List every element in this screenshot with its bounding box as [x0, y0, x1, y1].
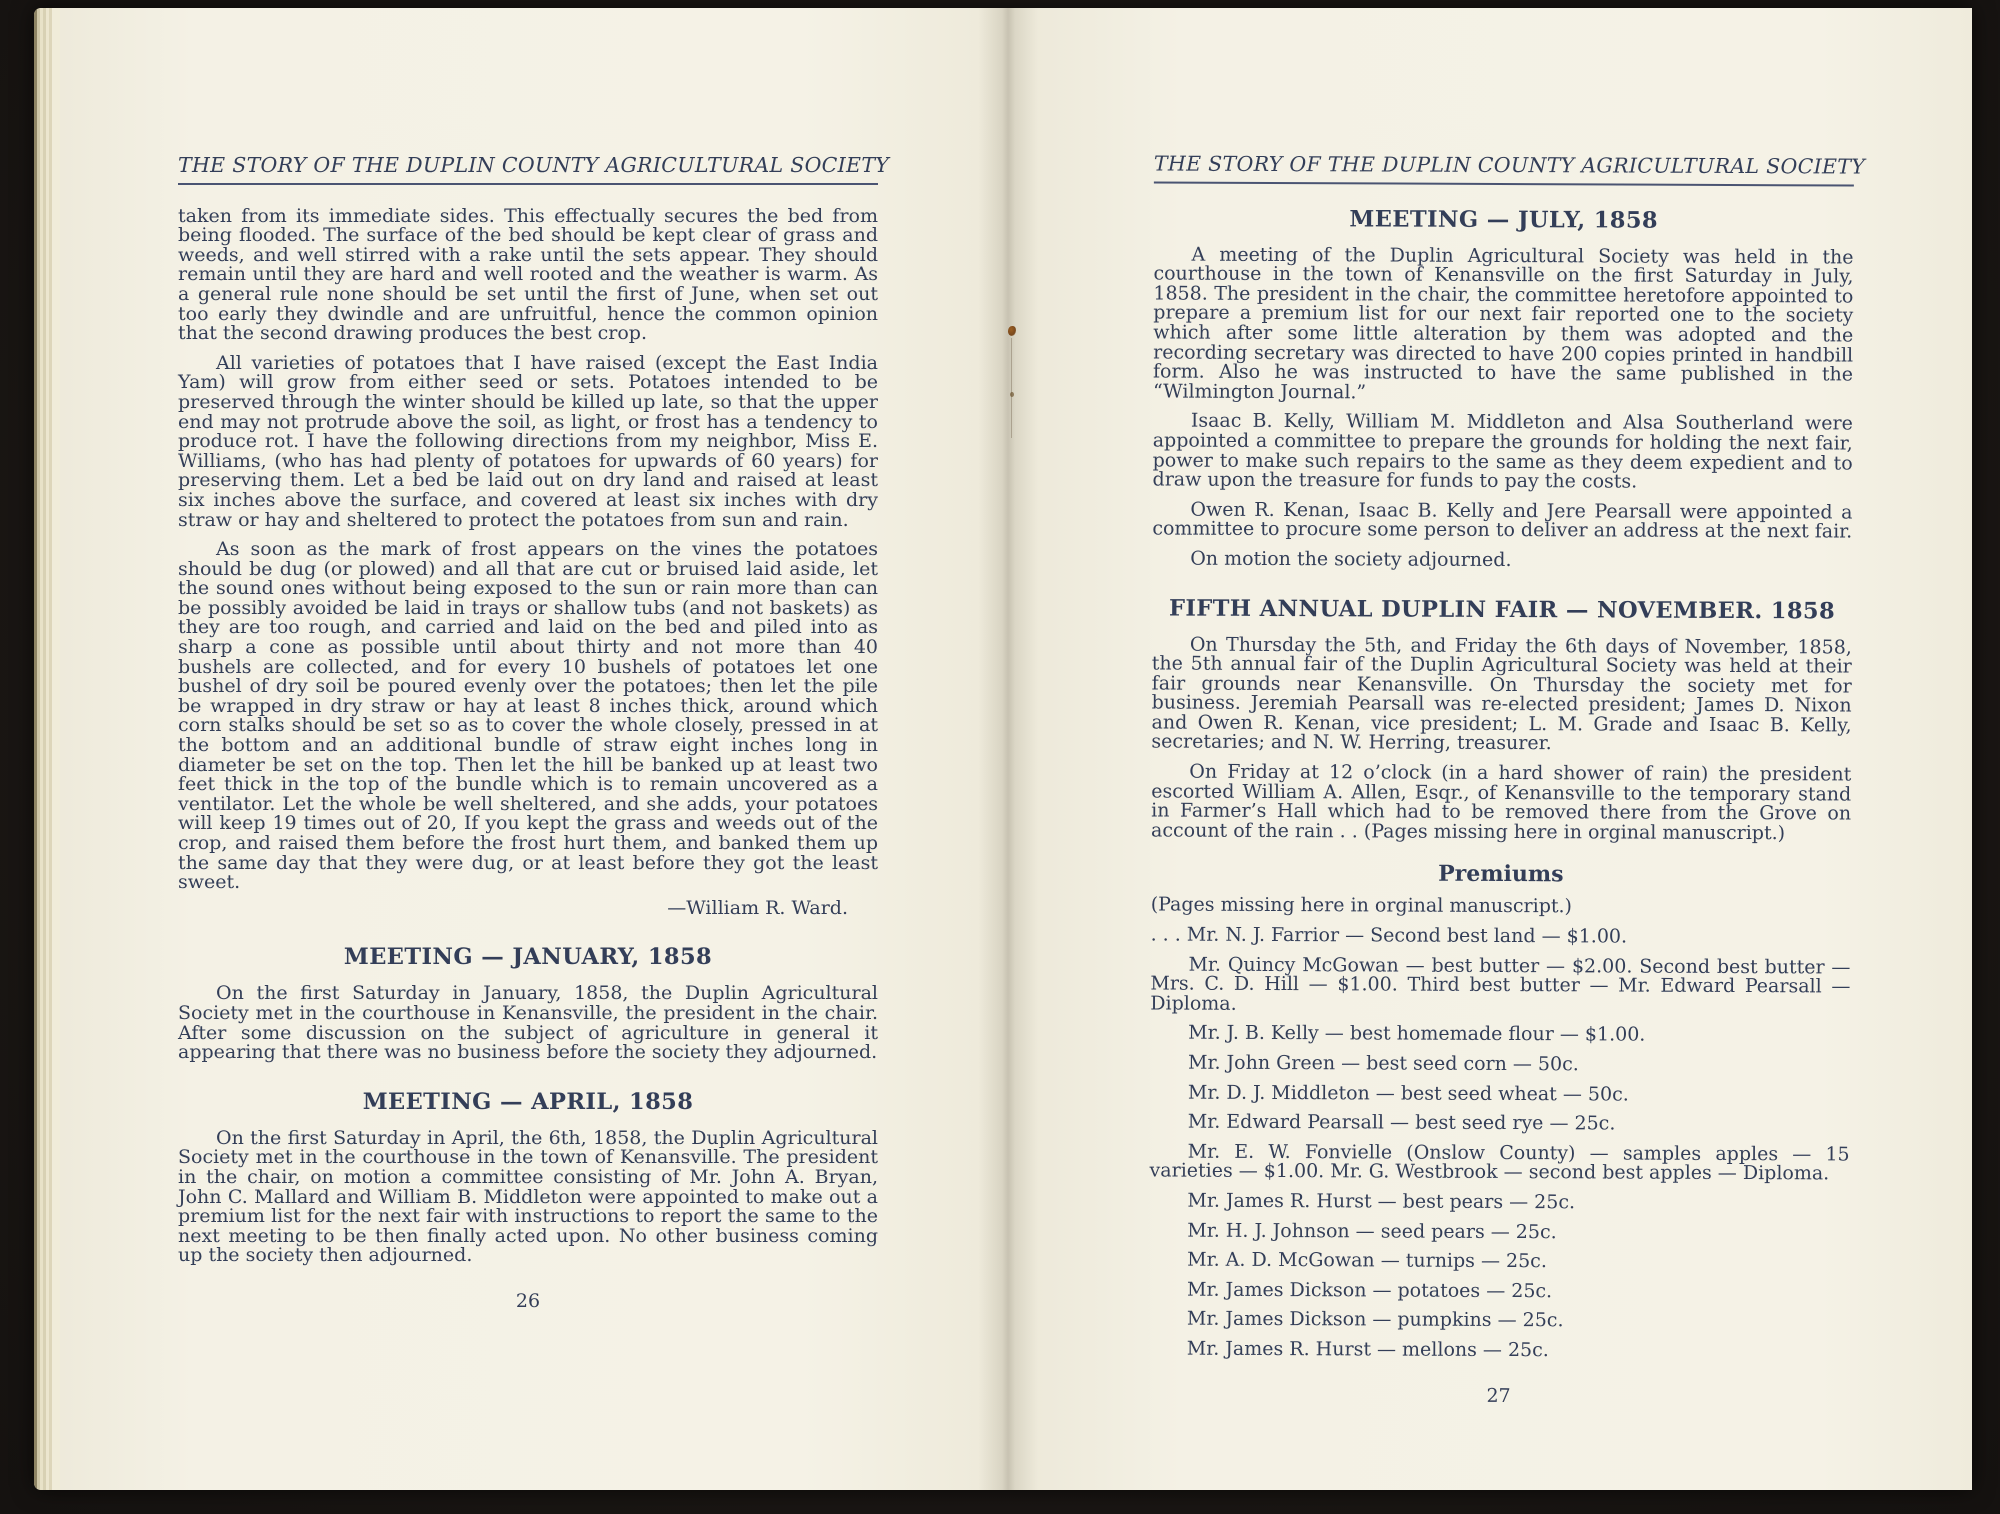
page-right-content [1149, 151, 1866, 1407]
paragraph: Mr. D. J. Middleton — best seed wheat — 50c. [1187, 1081, 1629, 1106]
gutter-stain-speck-small [1010, 392, 1014, 397]
section-subheading: Premiums [1438, 861, 1564, 888]
paragraph: . . . Mr. N. J. Farrior — Second best land — $1.00. [1150, 923, 1628, 948]
paragraph: Mr. Edward Pearsall — best seed rye — 25c. [1187, 1110, 1616, 1135]
paragraph: All varieties of potatoes that I have raised (except the East India Yam) will grow from either seed or sets. Potatoes intended to be preserved through the winter should be killed up late, so that the upper end may not protrude above the soil, as light, or frost has a tendency to produce rot. I have the following directions from my neighbor, Miss E. Williams, (who has had plenty of potatoes for upwards of 60 years) for preserving them. Let a bed be laid out on dry land and raised at least six inches above the surface, and covered at least six inches with dry straw or hay and sheltered to protect the potatoes from sun and rain. [178, 351, 878, 531]
gutter-crease [1011, 338, 1012, 438]
paragraph: Mr. A. D. McGowan — turnips — 25c. [1187, 1248, 1547, 1273]
paragraph: Owen R. Kenan, Isaac B. Kelly and Jere Pearsall were appointed a committee to procure some person to deliver an address at the next fair. [1152, 498, 1853, 543]
signature-line: —William R. Ward. [667, 896, 848, 919]
section-heading: MEETING — JULY, 1858 [1349, 205, 1659, 234]
running-head: THE STORY OF THE DUPLIN COUNTY AGRICULTURAL SOCIETY [178, 156, 878, 185]
page-right-text [1149, 205, 1854, 1362]
paragraph: As soon as the mark of frost appears on the vines the potatoes should be dug (or plowed) and all that are cut or bruised laid aside, let the sound ones without being exposed to the sun or rain more than can be possibly avoided be laid in trays or shallow tubs (and not baskets) as they are too rough, and carried and laid on the bed and piled into as sharp a cone as possible until about thirty and not more than 40 bushels are collected, and for every 10 bushels of potatoes let one bushel of dry soil be poured evenly over the potatoes; then let the pile be wrapped in dry straw or hay at least 8 inches thick, around which corn stalks should be set so as to cover the whole closely, pressed in at the bottom and an additional bundle of straw eight inches long in diameter be set on the top. Then let the hill be banked up at least two feet thick in the top of the bundle which is to remain uncovered as a ventilator. Let the whole be well sheltered, and she adds, your potatoes will keep 19 times out of 20, If you kept the grass and weeds out of the crop, and raised them before the frost hurt them, and banked them up the same day that they were dug, or at least before they got the least sweet. [178, 538, 878, 894]
page-left-content [178, 153, 890, 1312]
paragraph: On Thursday the 5th, and Friday the 6th days of November, 1858, the 5th annual fair of the Duplin Agricultural Society was held at their fair grounds near Kenansville. On Thursday the society met for business. Jeremiah Pearsall was re-elected president; James D. Nixon and Owen R. Kenan, vice president; L. M. Grade and Isaac B. Kelly, secretaries; and N. W. Herring, treasurer. [1151, 633, 1852, 755]
section-heading: MEETING — APRIL, 1858 [362, 1088, 694, 1115]
paragraph: Mr. John Green — best seed corn — 50c. [1187, 1051, 1579, 1076]
page-stack-edge [34, 8, 60, 1490]
running-head: THE STORY OF THE DUPLIN COUNTY AGRICULTURAL SOCIETY [1154, 154, 1854, 186]
page-number: 26 [515, 1289, 541, 1312]
paragraph: On the first Saturday in January, 1858, the Duplin Agricultural Society met in the courthouse in Kenansville, the president in the chair. After some discussion on the subject of agriculture in general it appearing that there was no business before the society they adjourned. [178, 982, 878, 1064]
paragraph: On Friday at 12 o’clock (in a hard shower of rain) the president escorted William A. Allen, Esqr., of Kenansville to the temporary stand in Farmer’s Hall which had to be removed there from the Grove on account of the rain . . (Pages missing here in orginal manuscript.) [1151, 760, 1852, 845]
paragraph: A meeting of the Duplin Agricultural Society was held in the courthouse in the town of Kenansville on the first Saturday in July, 1858. The president in the chair, the committee heretofore appointed to prepare a premium list for our next fair reported one to the society which after some little alteration by them was adopted and the recording secretary was directed to have 200 copies printed in handbill form. Also he was instructed to have the same published in the “Wilmington Journal.” [1152, 243, 1854, 404]
paragraph: On the first Saturday in April, the 6th, 1858, the Duplin Agricultural Society met in the courthouse in the town of Kenansville. The president in the chair, on motion a committee consisting of Mr. John A. Bryan, John C. Mallard and William B. Middleton were appointed to make out a premium list for the next fair with instructions to report the same to the next meeting to be then finally acted upon. No other business coming up the society then adjourned. [178, 1126, 878, 1267]
page-right [1008, 8, 1972, 1490]
page-left [60, 8, 1008, 1490]
page-number: 27 [1486, 1384, 1511, 1407]
paragraph: Mr. James Dickson — potatoes — 25c. [1187, 1278, 1553, 1302]
section-heading: FIFTH ANNUAL DUPLIN FAIR — NOVEMBER. 1858 [1168, 595, 1836, 624]
paragraph: taken from its immediate sides. This effectually secures the bed from being flooded. The surface of the bed should be kept clear of grass and weeds, and well stirred with a rake until the sets appear. They should remain until they are hard and well rooted and the weather is warm. As a general rule none should be set until the first of June, when set out too early they dwindle and are unfruitful, hence the common opinion that the second drawing produces the best crop. [178, 204, 878, 345]
paragraph: Mr. Quincy McGowan — best butter — $2.00. Second best butter — Mrs. C. D. Hill — $1.00. Third best butter — Mr. Edward Pearsall — Diploma. [1150, 953, 1851, 1015]
open-book [34, 8, 1972, 1490]
section-heading: MEETING — JANUARY, 1858 [343, 944, 713, 971]
paragraph: On motion the society adjourned. [1190, 547, 1512, 571]
paragraph: Isaac B. Kelly, William M. Middleton and Alsa Southerland were appointed a committee to prepare the grounds for holding the next fair, power to make such repairs to the same as they deem expedient and to draw upon the treasure for funds to pay the costs. [1152, 409, 1853, 493]
paragraph: Mr. James R. Hurst — best pears — 25c. [1187, 1189, 1576, 1214]
paragraph: Mr. H. J. Johnson — seed pears — 25c. [1187, 1219, 1557, 1243]
paragraph: Mr. E. W. Fonvielle (Onslow County) — samples apples — 15 varieties — $1.00. Mr. G. Westbrook — second best apples — Diploma. [1149, 1140, 1850, 1185]
paragraph: Mr. James R. Hurst — mellons — 25c. [1186, 1337, 1549, 1362]
paragraph: (Pages missing here in orginal manuscript.) [1150, 893, 1573, 918]
page-left-text [178, 204, 878, 1267]
paragraph: Mr. James Dickson — pumpkins — 25c. [1186, 1307, 1564, 1332]
paragraph: Mr. J. B. Kelly — best homemade flour — $1.00. [1188, 1022, 1646, 1047]
